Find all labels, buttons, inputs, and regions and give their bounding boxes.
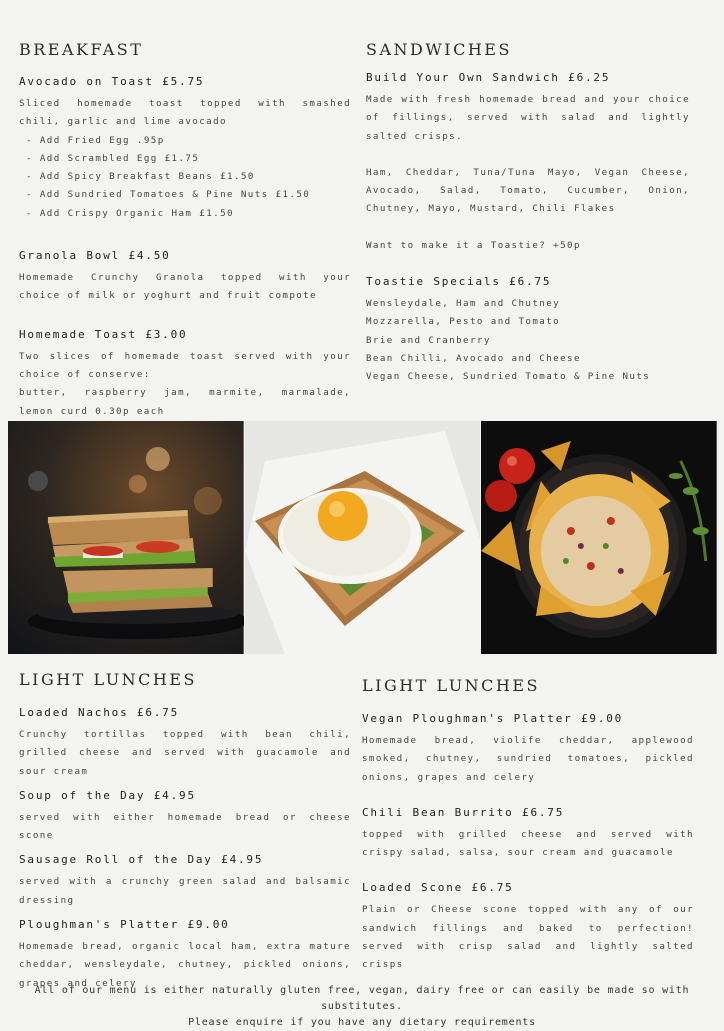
addon: - Add Scrambled Egg £1.75 <box>26 152 200 164</box>
menu-item <box>366 275 690 386</box>
menu-item <box>19 789 351 846</box>
item-description: Crunchy tortillas topped with bean chili, grilled cheese and served with guacamole and sour cream <box>19 729 351 777</box>
item-name: Loaded Nachos £6.75 <box>19 706 180 719</box>
sandwich-icon <box>8 421 244 654</box>
item-description: Plain or Cheese scone topped with any of our sandwich fillings and baked to perfection! served with crisp salad and lightly salted crisps <box>362 904 694 971</box>
specials-list <box>366 295 690 386</box>
menu-item <box>366 71 690 255</box>
menu-item <box>19 75 351 223</box>
item-name: Avocado on Toast £5.75 <box>19 75 205 88</box>
light-lunches-left-column <box>19 706 351 1001</box>
item-description: served with a crunchy green salad and balsamic dressing <box>19 876 351 906</box>
special-line: Brie and Cranberry <box>366 334 491 346</box>
special-line: Wensleydale, Ham and Chutney <box>366 298 561 310</box>
item-name: Granola Bowl £4.50 <box>19 249 171 263</box>
menu-item <box>362 712 694 787</box>
addon: - Add Sundried Tomatoes & Pine Nuts £1.50 <box>26 189 311 201</box>
sandwich-photo <box>8 421 244 654</box>
item-name: Soup of the Day £4.95 <box>19 788 196 802</box>
breakfast-heading: BREAKFAST <box>19 40 144 59</box>
item-description: Homemade bread, violife cheddar, applewood smoked, chutney, sundried tomatoes, pickled onions, grapes and celery <box>362 735 694 783</box>
menu-item <box>19 706 351 781</box>
item-name: Toastie Specials £6.75 <box>366 275 552 289</box>
item-name: Homemade Toast £3.00 <box>19 327 188 341</box>
item-description: topped with grilled cheese and served with crispy salad, salsa, sour cream and guacamole <box>362 828 694 859</box>
item-name: Build Your Own Sandwich £6.25 <box>366 71 611 84</box>
sandwiches-column <box>366 71 690 407</box>
item-description: Two slices of homemade toast served with your choice of conserve: <box>19 350 351 380</box>
egg-toast-icon <box>245 421 481 654</box>
light-lunches-heading-left: LIGHT LUNCHES <box>19 670 198 689</box>
egg-toast-photo <box>245 421 481 654</box>
sandwiches-heading: SANDWICHES <box>366 40 512 59</box>
addon: - Add Crispy Organic Ham £1.50 <box>26 207 234 219</box>
item-name: Loaded Scone £6.75 <box>362 881 514 895</box>
item-name: Ploughman's Platter £9.00 <box>19 918 230 932</box>
menu-item <box>19 249 351 306</box>
item-description: Homemade Crunchy Granola topped with your choice of milk or yoghurt and fruit compote <box>19 272 351 302</box>
addon: - Add Fried Egg .95p <box>26 134 165 146</box>
light-lunches-heading-right: LIGHT LUNCHES <box>362 676 541 695</box>
item-description: Homemade bread, organic local ham, extra mature cheddar, wensleydale, chutney, pickled onions, grapes and celery <box>19 941 351 989</box>
item-name: Vegan Ploughman's Platter £9.00 <box>362 712 624 725</box>
menu-item <box>362 881 694 974</box>
toastie-upgrade: Want to make it a Toastie? +50p <box>366 239 581 251</box>
addon: - Add Spicy Breakfast Beans £1.50 <box>26 171 255 183</box>
item-description: served with either homemade bread or cheese scone <box>19 811 351 842</box>
item-description-extra: butter, raspberry jam, marmite, marmalade, lemon curd 0.30p each <box>19 387 351 417</box>
menu-item <box>19 853 351 910</box>
breakfast-column <box>19 75 351 441</box>
footer-line: Please enquire if you have any dietary requirements <box>188 1017 536 1028</box>
special-line: Mozzarella, Pesto and Tomato <box>366 316 561 328</box>
light-lunches-right-column <box>362 712 694 995</box>
item-name: Chili Bean Burrito £6.75 <box>362 805 565 819</box>
item-description: Sliced homemade toast topped with smashed chili, garlic and lime avocado <box>19 98 351 128</box>
menu-item <box>19 918 351 993</box>
item-description: Made with fresh homemade bread and your choice of fillings, served with salad and lightly salted crisps. <box>366 94 690 142</box>
nachos-photo <box>481 421 717 654</box>
addon-list <box>19 132 351 223</box>
fillings-list: Ham, Cheddar, Tuna/Tuna Mayo, Vegan Cheese, Avocado, Salad, Tomato, Cucumber, Onion, Chutney, Mayo, Mustard, Chili Flakes <box>366 166 690 215</box>
item-name: Sausage Roll of the Day £4.95 <box>19 853 264 867</box>
special-line: Bean Chilli, Avocado and Cheese <box>366 352 581 364</box>
special-line: Vegan Cheese, Sundried Tomato & Pine Nuts <box>366 371 651 383</box>
photo-strip <box>8 421 717 654</box>
menu-item <box>19 328 351 421</box>
footer-line: All of our menu is either naturally gluten free, vegan, dairy free or can easily be made so with substitutes. <box>34 985 690 1012</box>
nachos-icon <box>481 421 717 654</box>
menu-item <box>362 806 694 863</box>
